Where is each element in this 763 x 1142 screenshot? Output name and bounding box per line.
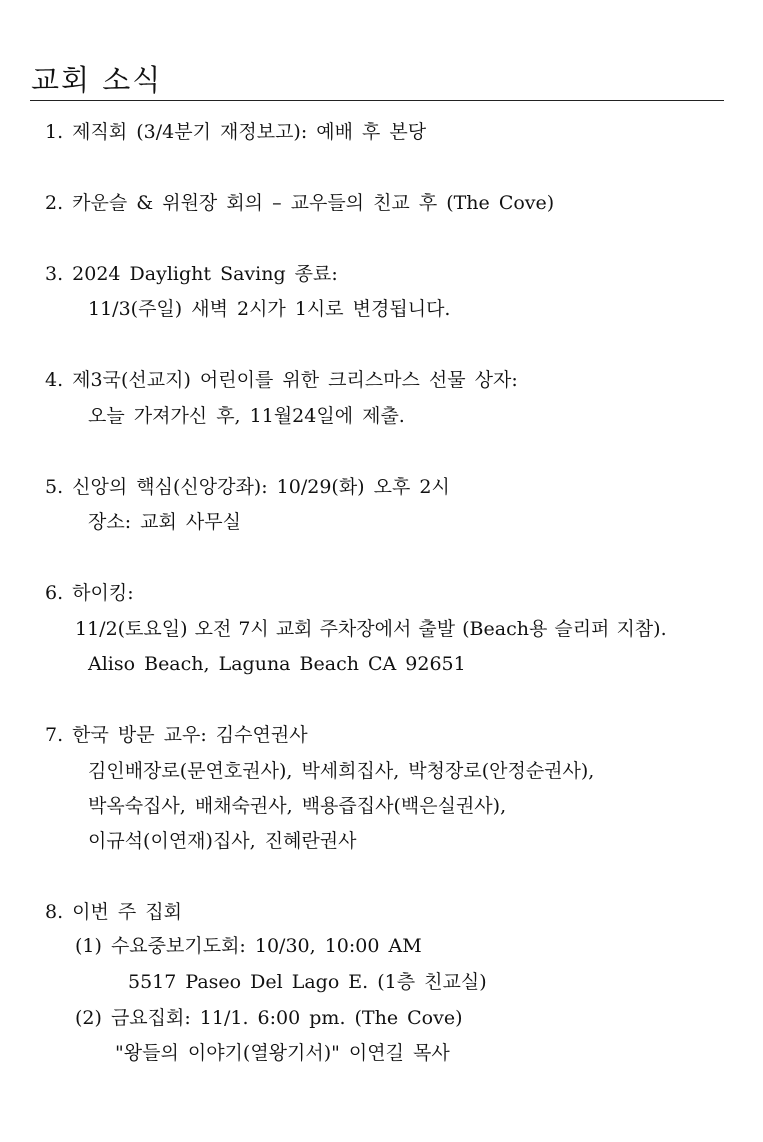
item-5-detail: 장소: 교회 사무실: [88, 511, 241, 533]
item-8-sub-2-speaker: "왕들의 이야기(열왕기서)" 이연길 목사: [115, 1042, 450, 1064]
item-4-heading: 4. 제3국(선교지) 어린이를 위한 크리스마스 선물 상자:: [45, 369, 518, 391]
item-8-sub-2: (2) 금요집회: 11/1. 6:00 pm. (The Cove): [75, 1007, 463, 1029]
page-title: 교회 소식: [31, 63, 163, 97]
item-8-sub-1-address: 5517 Paseo Del Lago E. (1층 친교실): [128, 971, 487, 993]
item-8-heading: 8. 이번 주 집회: [45, 901, 183, 923]
item-3-heading: 3. 2024 Daylight Saving 종료:: [45, 263, 338, 285]
item-7-detail: 이규석(이연재)집사, 진혜란권사: [88, 830, 357, 852]
item-7-detail: 박옥숙집사, 배채숙권사, 백용즙집사(백은실권사),: [88, 795, 507, 817]
item-7-detail: 김인배장로(문연호권사), 박세희집사, 박청장로(안정순권사),: [88, 760, 595, 782]
item-6-address: Aliso Beach, Laguna Beach CA 92651: [88, 653, 466, 675]
item-6-heading: 6. 하이킹:: [45, 582, 134, 604]
item-8-sub-1: (1) 수요중보기도회: 10/30, 10:00 AM: [75, 935, 422, 957]
item-7-heading: 7. 한국 방문 교우: 김수연권사: [45, 724, 308, 746]
item-5-heading: 5. 신앙의 핵심(신앙강좌): 10/29(화) 오후 2시: [45, 476, 450, 498]
item-2-heading: 2. 카운슬 & 위원장 회의 – 교우들의 친교 후 (The Cove): [45, 192, 555, 214]
title-divider: [30, 100, 724, 101]
item-3-detail: 11/3(주일) 새벽 2시가 1시로 변경됩니다.: [88, 298, 451, 320]
item-6-detail: 11/2(토요일) 오전 7시 교회 주차장에서 출발 (Beach용 슬리퍼 지참).: [75, 618, 667, 640]
item-1-heading: 1. 제직회 (3/4분기 재정보고): 예배 후 본당: [45, 121, 427, 143]
item-4-detail: 오늘 가져가신 후, 11월24일에 제출.: [88, 405, 405, 427]
